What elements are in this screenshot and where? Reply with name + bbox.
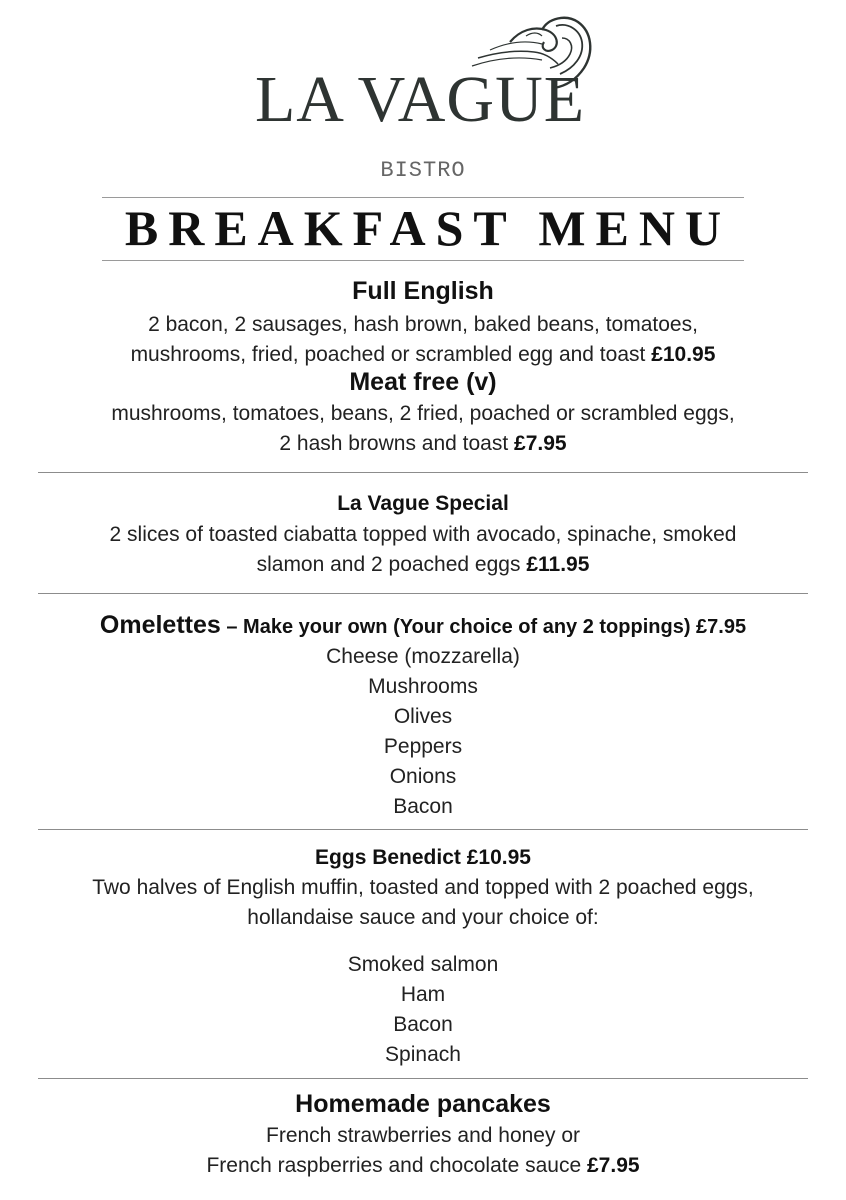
omelette-topping: Olives [393, 705, 453, 728]
special-heading: La Vague Special [337, 492, 509, 515]
special-line-2: slamon and 2 poached eggs £11.95 [256, 553, 590, 576]
menu-title: BREAKFAST MENU [124, 200, 732, 256]
omelette-topping: Bacon [393, 795, 453, 818]
meat-free-line-2: 2 hash browns and toast £7.95 [279, 432, 567, 455]
special-price: £11.95 [526, 553, 590, 576]
meat-free-line-1: mushrooms, tomatoes, beans, 2 fried, poached or scrambled eggs, [111, 402, 735, 425]
eggs-benedict-line-1: Two halves of English muffin, toasted and topped with 2 poached eggs, [92, 876, 754, 899]
full-english-price: £10.95 [651, 343, 716, 366]
meat-free-heading: Meat free (v) [349, 368, 497, 396]
pancakes-heading: Homemade pancakes [295, 1090, 551, 1118]
eggs-benedict-option: Spinach [385, 1043, 461, 1066]
omelette-topping: Onions [389, 765, 457, 788]
eggs-benedict-option: Smoked salmon [347, 953, 499, 976]
divider [38, 472, 808, 473]
omelettes-detail: – Make your own (Your choice of any 2 toppings) £7.95 [220, 616, 747, 638]
eggs-benedict-option: Ham [400, 983, 446, 1006]
pancakes-line-1: French strawberries and honey or [266, 1124, 580, 1147]
divider [38, 593, 808, 594]
omelette-topping: Peppers [383, 735, 463, 758]
eggs-benedict-line-2: hollandaise sauce and your choice of: [247, 906, 599, 929]
omelette-topping: Mushrooms [368, 675, 478, 698]
full-english-line-1: 2 bacon, 2 sausages, hash brown, baked beans, tomatoes, [148, 313, 698, 336]
restaurant-logo-text: LA VAGUE [254, 63, 586, 136]
omelette-topping: Cheese (mozzarella) [326, 645, 520, 668]
special-line-1: 2 slices of toasted ciabatta topped with avocado, spinache, smoked [109, 523, 737, 546]
divider [38, 1078, 808, 1079]
eggs-benedict-heading: Eggs Benedict £10.95 [315, 846, 531, 869]
divider [38, 829, 808, 830]
pancakes-price: £7.95 [587, 1154, 640, 1177]
meat-free-price: £7.95 [514, 432, 567, 455]
omelettes-heading-line [0, 610, 846, 642]
eggs-benedict-option: Bacon [393, 1013, 453, 1036]
omelettes-heading: Omelettes [99, 611, 221, 639]
pancakes-line-2: French raspberries and chocolate sauce £7.95 [206, 1154, 640, 1177]
full-english-line-2: mushrooms, fried, poached or scrambled egg and toast £10.95 [130, 343, 716, 366]
title-bottom-rule [102, 260, 744, 261]
logo-subtitle: BISTRO [380, 158, 466, 183]
full-english-heading: Full English [352, 277, 494, 305]
